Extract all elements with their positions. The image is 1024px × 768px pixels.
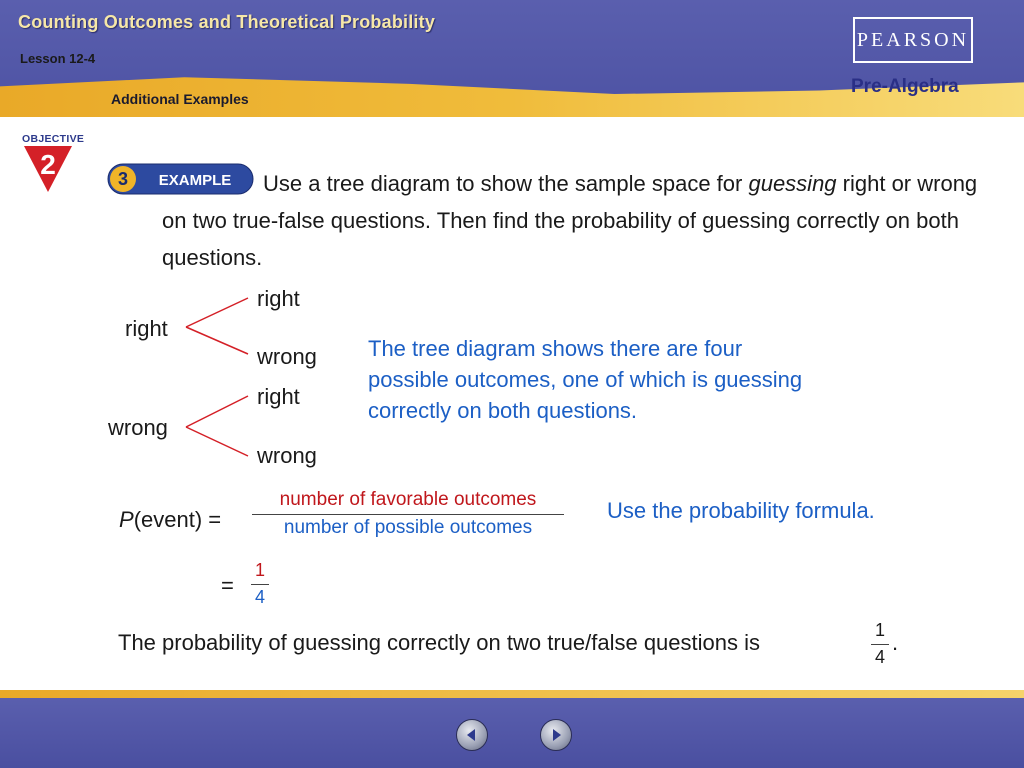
probability-lhs xyxy=(119,507,221,533)
branch-line xyxy=(186,327,248,354)
prompt-text-1: Use a tree diagram to show the sample space for xyxy=(263,171,749,196)
previous-button[interactable] xyxy=(456,719,488,751)
probability-event: (event) = xyxy=(133,507,222,532)
slide-title: Counting Outcomes and Theoretical Probability xyxy=(18,12,436,32)
course-label: Pre-Algebra xyxy=(851,76,959,97)
probability-fraction xyxy=(252,489,564,539)
tree-second-3: right xyxy=(257,384,300,409)
pearson-logo: PEARSON xyxy=(853,17,973,63)
fraction-numerator: number of favorable outcomes xyxy=(279,489,537,510)
conclusion-denominator: 4 xyxy=(874,647,885,667)
conclusion-text: The probability of guessing correctly on two true/false questions is xyxy=(118,630,760,655)
objective-badge-icon xyxy=(24,146,84,194)
arrow-right-icon xyxy=(548,727,564,743)
fraction-bar xyxy=(252,514,564,515)
result-denominator: 4 xyxy=(254,587,265,607)
tree-explanation: The tree diagram shows there are four possible outcomes, one of which is guessing correctly on both questions. xyxy=(368,336,803,423)
footer-divider xyxy=(0,690,1024,698)
tree-second-2: wrong xyxy=(257,344,317,369)
branch-line xyxy=(186,396,248,427)
conclusion-numerator: 1 xyxy=(874,620,885,640)
tree-first-wrong: wrong xyxy=(108,415,168,440)
fraction-bar xyxy=(251,584,269,585)
example-label: EXAMPLE xyxy=(158,172,232,189)
example-number: 3 xyxy=(117,169,129,189)
tree-first-right: right xyxy=(125,316,168,341)
objective-label: OBJECTIVE xyxy=(22,133,85,145)
tree-second-1: right xyxy=(257,286,300,311)
tree-second-4: wrong xyxy=(257,443,317,468)
result-numerator: 1 xyxy=(254,560,265,580)
branch-line xyxy=(186,298,248,327)
conclusion-fraction xyxy=(871,620,889,668)
next-button[interactable] xyxy=(540,719,572,751)
fraction-bar xyxy=(871,644,889,645)
objective-number: 2 xyxy=(40,149,56,180)
result-fraction xyxy=(251,560,269,608)
prompt-emphasis: guessing xyxy=(748,171,837,196)
arrow-left-icon xyxy=(464,727,480,743)
probability-p: P xyxy=(119,507,134,532)
branch-line xyxy=(186,427,248,456)
conclusion-period: . xyxy=(892,630,899,655)
footer-bar xyxy=(0,698,1024,768)
example-prompt xyxy=(162,165,982,276)
prompt-text-2: right or wrong on two true-false questions. Then find the probability of guessing correctly on both questions. xyxy=(162,171,978,270)
equals-sign: = xyxy=(221,573,234,598)
lesson-label: Lesson 12-4 xyxy=(20,51,96,66)
section-label: Additional Examples xyxy=(111,91,249,107)
fraction-denominator: number of possible outcomes xyxy=(283,517,533,538)
formula-hint: Use the probability formula. xyxy=(607,498,875,523)
